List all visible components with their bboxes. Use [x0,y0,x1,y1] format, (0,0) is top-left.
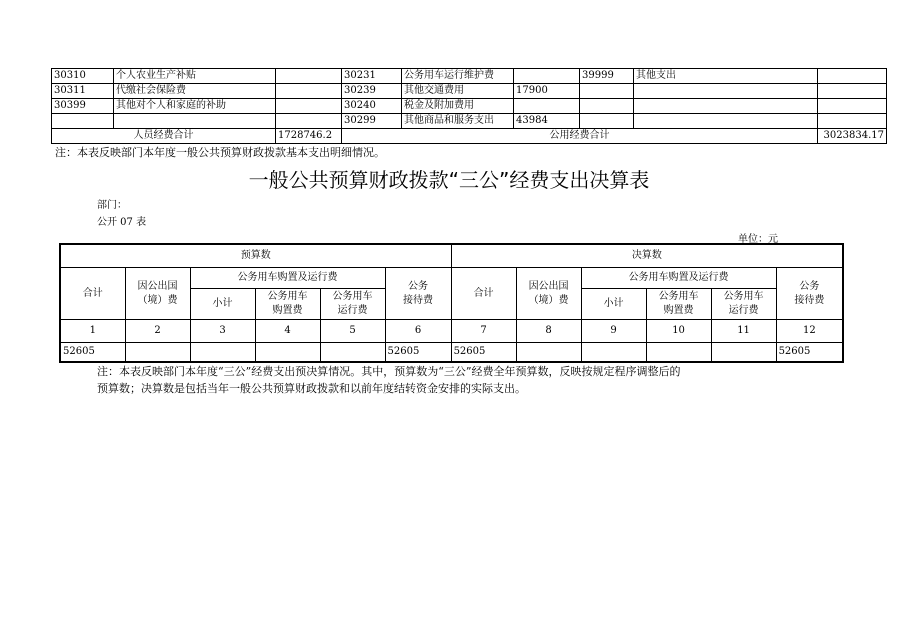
final-vehicle-group-header: 公务用车购置及运行费 [581,268,776,289]
value-cell [581,343,646,363]
basic-expenditure-rows [52,69,887,129]
value-cell: 52605 [451,343,516,363]
table-cell [514,69,580,84]
final-header: 决算数 [451,244,843,268]
table-cell: 30240 [342,99,402,114]
table-row [52,99,887,114]
value-cell [255,343,320,363]
budget-vehicle-purchase-header [255,289,320,320]
personnel-total-value: 1728746.2 [276,129,342,144]
basic-expenditure-note: 注：本表反映部门本年度一般公共预算财政拨款基本支出明细情况。 [55,146,385,159]
budget-abroad-header [125,268,190,320]
table-cell [634,84,818,99]
table-cell [52,114,114,129]
value-cell: 52605 [60,343,125,363]
col-num: 4 [255,320,320,343]
table-cell: 其他对个人和家庭的补助 [114,99,276,114]
abroad-line2: （境）费 [137,294,178,306]
table-cell [634,114,818,129]
table-cell [276,114,342,129]
purchase-line2: 购置费 [663,305,694,316]
public-total-value: 3023834.17 [818,129,887,144]
budget-vehicle-group-header: 公务用车购置及运行费 [190,268,385,289]
table-cell: 30399 [52,99,114,114]
reception-line1: 公务 [799,280,820,292]
col-num: 3 [190,320,255,343]
table-cell [580,99,634,114]
table-cell: 其他支出 [634,69,818,84]
abroad-line2: （境）费 [528,294,569,306]
final-vehicle-purchase-header [646,289,711,320]
purchase-line1: 公务用车 [267,291,308,302]
table-cell [276,69,342,84]
value-cell [711,343,776,363]
col-num: 11 [711,320,776,343]
table-cell [514,99,580,114]
final-vehicle-operation-header [711,289,776,320]
table-cell: 43984 [514,114,580,129]
col-num: 5 [320,320,385,343]
table-code: 公开 07 表 [97,217,147,228]
column-number-row [60,320,843,343]
reception-line2: 接待费 [794,294,825,306]
col-num: 7 [451,320,516,343]
three-public-expenses-table [59,243,844,363]
table-row [52,114,887,129]
value-row [60,343,843,363]
value-cell [516,343,581,363]
operation-line1: 公务用车 [332,291,373,302]
three-public-note-line1: 注：本表反映部门本年度“三公”经费支出预决算情况。其中，预算数为“三公”经费全年预算数，反映按规定程序调整后的 [97,365,681,378]
col-num: 12 [776,320,843,343]
header-row-2 [60,268,843,289]
operation-line1: 公务用车 [723,291,764,302]
final-reception-header [776,268,843,320]
final-subtotal-header: 小计 [581,289,646,320]
table-cell [818,114,887,129]
table-cell [818,99,887,114]
table-cell: 税金及附加费用 [402,99,514,114]
table-cell: 公务用车运行维护费 [402,69,514,84]
table-cell: 30231 [342,69,402,84]
abroad-line1: 因公出国 [528,280,569,292]
value-cell: 52605 [776,343,843,363]
purchase-line1: 公务用车 [658,291,699,302]
col-num: 6 [385,320,451,343]
operation-line2: 运行费 [337,305,368,316]
budget-reception-header [385,268,451,320]
table-cell [818,69,887,84]
value-cell [320,343,385,363]
table-cell [276,84,342,99]
reception-line2: 接待费 [403,294,434,306]
table-cell [114,114,276,129]
col-num: 1 [60,320,125,343]
abroad-line1: 因公出国 [137,280,178,292]
table-cell: 30310 [52,69,114,84]
budget-subtotal-header: 小计 [190,289,255,320]
table-row [52,69,887,84]
table-cell: 30311 [52,84,114,99]
department-label: 部门： [97,200,127,211]
col-num: 2 [125,320,190,343]
final-abroad-header [516,268,581,320]
table-cell: 30299 [342,114,402,129]
operation-line2: 运行费 [728,305,759,316]
reception-line1: 公务 [408,280,429,292]
unit-label: 单位：元 [738,234,778,245]
table-cell [276,99,342,114]
budget-vehicle-operation-header [320,289,385,320]
personnel-total-label: 人员经费合计 [52,129,276,144]
value-cell [646,343,711,363]
table-row [52,84,887,99]
budget-header: 预算数 [60,244,451,268]
value-cell: 52605 [385,343,451,363]
table-cell [818,84,887,99]
table-cell: 代缴社会保险费 [114,84,276,99]
col-num: 8 [516,320,581,343]
table-cell [580,84,634,99]
table-cell: 其他商品和服务支出 [402,114,514,129]
col-num: 10 [646,320,711,343]
value-cell [125,343,190,363]
table-cell: 30239 [342,84,402,99]
table-cell: 39999 [580,69,634,84]
page-title: 一般公共预算财政拨款“三公”经费支出决算表 [248,168,650,192]
col-num: 9 [581,320,646,343]
table-cell: 其他交通费用 [402,84,514,99]
purchase-line2: 购置费 [272,305,303,316]
three-public-note-line2: 预算数；决算数是包括当年一般公共预算财政拨款和以前年度结转资金安排的实际支出。 [97,382,526,395]
final-total-header: 合计 [451,268,516,320]
budget-total-header: 合计 [60,268,125,320]
table-cell: 个人农业生产补贴 [114,69,276,84]
basic-expenditure-table [51,68,887,144]
public-total-label: 公用经费合计 [342,129,818,144]
table-cell: 17900 [514,84,580,99]
value-cell [190,343,255,363]
totals-row [52,129,887,144]
table-cell [580,114,634,129]
table-cell [634,99,818,114]
header-row-1 [60,244,843,268]
